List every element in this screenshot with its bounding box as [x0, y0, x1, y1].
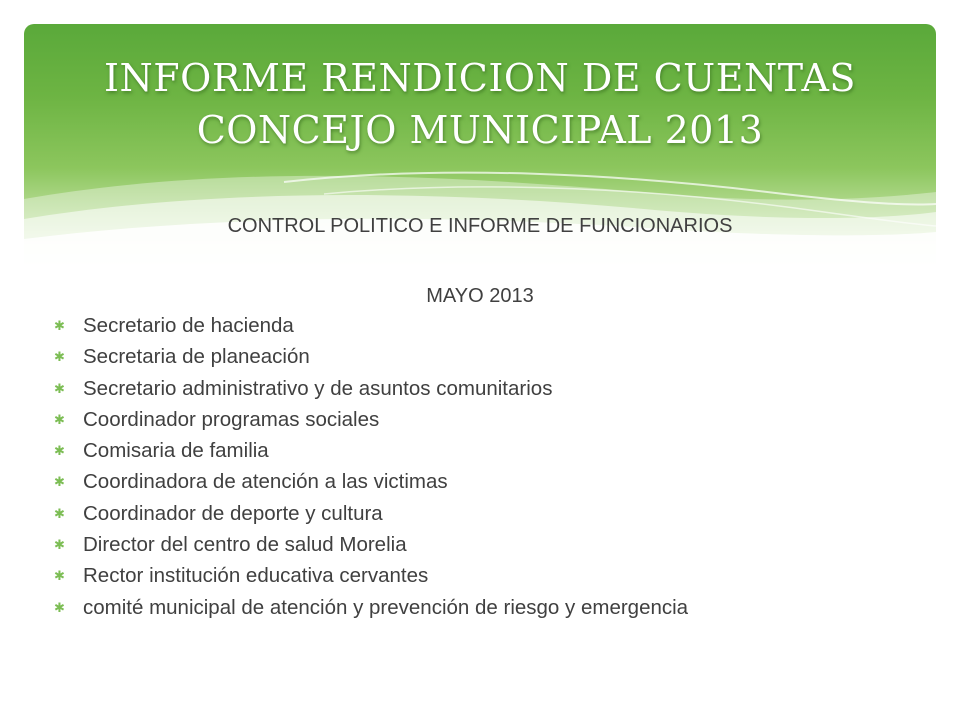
list-item	[0, 435, 960, 466]
list-item	[0, 310, 960, 341]
asterisk-bullet-icon: ✱	[54, 568, 65, 584]
section-heading: CONTROL POLITICO E INFORME DE FUNCIONARIOS	[227, 215, 733, 237]
list-item-text: Comisaria de familia	[83, 439, 269, 463]
list-item	[0, 560, 960, 591]
asterisk-bullet-icon: ✱	[54, 380, 65, 396]
asterisk-bullet-icon: ✱	[54, 505, 65, 521]
asterisk-bullet-icon: ✱	[54, 443, 65, 459]
list-item-text: Director del centro de salud Morelia	[83, 533, 407, 557]
slide-title	[24, 52, 936, 156]
list-item-text: Rector institución educativa cervantes	[83, 564, 429, 588]
asterisk-bullet-icon: ✱	[54, 537, 65, 553]
list-item	[0, 529, 960, 560]
official-list	[0, 310, 960, 623]
list-item-text: comité municipal de atención y prevención de riesgo y emergencia	[83, 595, 689, 619]
asterisk-bullet-icon: ✱	[54, 474, 65, 490]
list-item	[0, 373, 960, 404]
list-item	[0, 592, 960, 623]
list-item-text: Secretario de hacienda	[83, 314, 294, 337]
list-item	[0, 341, 960, 372]
list-item	[0, 404, 960, 435]
title-line-1: INFORME RENDICION DE CUENTAS	[104, 56, 856, 100]
asterisk-bullet-icon: ✱	[54, 599, 65, 615]
list-item-text: Coordinadora de atención a las victimas	[83, 470, 448, 494]
asterisk-bullet-icon: ✱	[54, 318, 65, 333]
list-item-text: Secretaria de planeación	[83, 345, 310, 369]
list-item	[0, 498, 960, 529]
asterisk-bullet-icon: ✱	[54, 349, 65, 365]
list-item-text: Coordinador programas sociales	[83, 407, 380, 431]
list-item-text: Coordinador de deporte y cultura	[83, 501, 383, 525]
asterisk-bullet-icon: ✱	[54, 411, 65, 427]
report-date: MAYO 2013	[426, 285, 534, 307]
list-item	[0, 466, 960, 497]
title-line-2: CONCEJO MUNICIPAL 2013	[196, 108, 764, 152]
list-item-text: Secretario administrativo y de asuntos comunitarios	[83, 376, 553, 400]
